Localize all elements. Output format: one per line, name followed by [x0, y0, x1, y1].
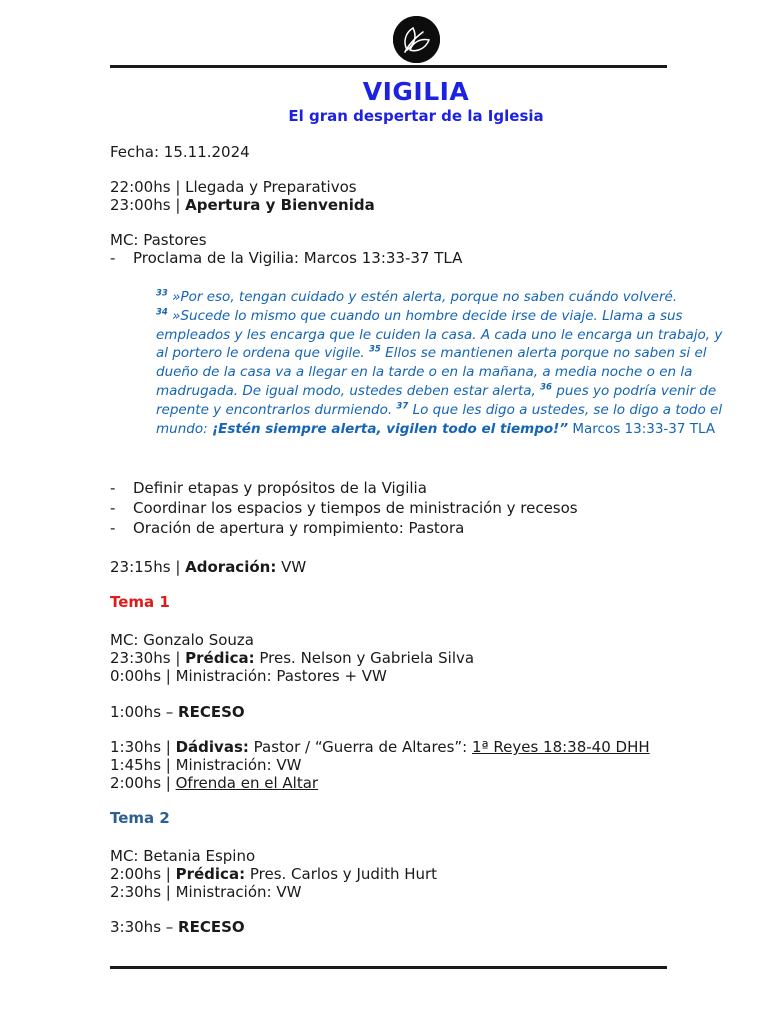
verse-emphasis: ¡Estén siempre alerta, vigilen todo el tiempo!” — [211, 420, 569, 437]
scripture-reference: Marcos 13:33-37 TLA — [572, 420, 716, 437]
event-label: Adoración: — [185, 558, 277, 576]
time-label: 23:30hs | — [110, 649, 186, 667]
verse-number: 37 — [396, 401, 409, 412]
mc-line: MC: Betania Espino — [110, 847, 256, 865]
ofrenda-link[interactable]: Ofrenda en el Altar — [175, 774, 319, 792]
ministracion-line: 0:00hs | Ministración: Pastores + VW — [110, 667, 387, 685]
time-label: 23:15hs | — [110, 558, 186, 576]
time-label: 1:30hs | — [110, 738, 176, 756]
bullet-item: Coordinar los espacios y tiempos de ministración y recesos — [133, 499, 578, 517]
fecha-line: Fecha: 15.11.2024 — [110, 143, 250, 161]
verse-text: Ellos se mantienen alerta porque no saben si el dueño de la casa va a llegar en la tarde o en la mañana, a media noche o en la madrugada. De igual modo, ustedes deben estar alerta, — [156, 345, 707, 399]
event-detail: Pastor / “Guerra de Altares”: — [248, 738, 472, 756]
bullet-dash: - — [110, 499, 116, 517]
event-label: Apertura y Bienvenida — [185, 196, 375, 214]
bullet-dash: - — [110, 479, 116, 497]
verse-number: 35 — [368, 344, 381, 355]
mc-line: MC: Gonzalo Souza — [110, 631, 254, 649]
section-heading-tema-2: Tema 2 — [110, 809, 170, 827]
event-label: Prédica: — [175, 865, 246, 883]
adoracion-line — [110, 558, 306, 576]
bullet-item: Definir etapas y propósitos de la Vigilia — [133, 479, 427, 497]
bullet-dash: - — [110, 519, 116, 537]
event-label: Dádivas: — [175, 738, 249, 756]
receso-line — [110, 918, 245, 936]
page-title: VIGILIA — [362, 77, 470, 106]
event-label: RECESO — [178, 918, 245, 936]
event-label: Prédica: — [185, 649, 255, 667]
ministracion-line: 1:45hs | Ministración: VW — [110, 756, 302, 774]
event-detail: VW — [276, 558, 307, 576]
predica-line — [110, 649, 474, 667]
event-detail: Pres. Carlos y Judith Hurt — [245, 865, 438, 883]
ministracion-line: 2:30hs | Ministración: VW — [110, 883, 302, 901]
mc-pastores-line: MC: Pastores — [110, 231, 207, 249]
scripture-link[interactable]: 1ª Reyes 18:38-40 DHH — [471, 738, 650, 756]
scripture-quote — [156, 288, 726, 438]
time-label: 2:00hs | — [110, 865, 176, 883]
header-divider — [110, 65, 667, 68]
schedule-line-llegada — [110, 178, 357, 196]
predica-line — [110, 865, 437, 883]
bullet-dash: - — [110, 249, 116, 267]
dadivas-line — [110, 738, 650, 756]
time-label: 22:00hs | — [110, 178, 186, 196]
ofrenda-line — [110, 774, 318, 792]
leaf-logo-icon — [393, 16, 440, 63]
receso-line — [110, 703, 245, 721]
event-label: RECESO — [178, 703, 245, 721]
schedule-line-apertura — [110, 196, 375, 214]
time-label: 3:30hs – — [110, 918, 179, 936]
time-label: 1:00hs – — [110, 703, 179, 721]
section-heading-tema-1: Tema 1 — [110, 593, 170, 611]
verse-number: 36 — [540, 382, 552, 393]
time-label: 2:00hs | — [110, 774, 176, 792]
verse-text: »Por eso, tengan cuidado y estén alerta, porque no saben cuándo volveré. — [172, 289, 678, 305]
time-label: 23:00hs | — [110, 196, 186, 214]
page-subtitle: El gran despertar de la Iglesia — [288, 107, 544, 125]
verse-text: »Sucede lo mismo que cuando un hombre decide irse de viaje. Llama a sus empleados y les encarga que le cuiden la casa. A cada uno le encarga un trabajo, y al portero le ordena que vigile. — [156, 307, 723, 362]
footer-divider — [110, 966, 667, 969]
verse-number: 34 — [156, 307, 168, 318]
event-label: Llegada y Preparativos — [185, 178, 357, 196]
verse-text: Lo que les digo a ustedes, se lo digo a todo el mundo: — [156, 401, 723, 437]
proclama-line: Proclama de la Vigilia: Marcos 13:33-37 TLA — [133, 249, 463, 267]
verse-text: pues yo podría venir de repente y encontrarlos durmiendo. — [156, 382, 717, 418]
bullet-item: Oración de apertura y rompimiento: Pastora — [133, 519, 465, 537]
verse-number: 33 — [156, 288, 168, 299]
event-detail: Pres. Nelson y Gabriela Silva — [254, 649, 475, 667]
